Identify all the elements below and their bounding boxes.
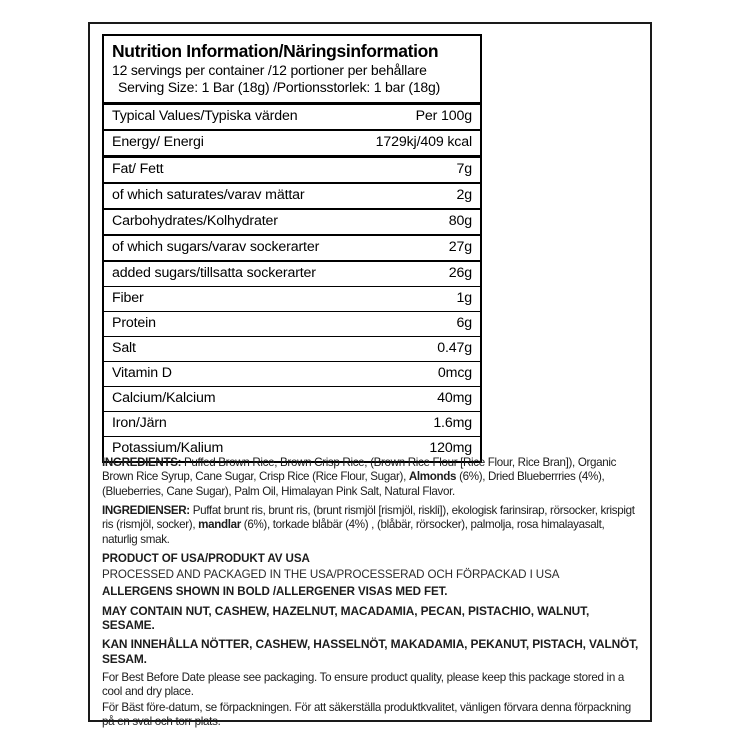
- row-label: Protein: [112, 314, 156, 331]
- row-value: 7g: [456, 160, 472, 177]
- nutrition-label-panel: [88, 22, 652, 729]
- row-value: 80g: [448, 212, 472, 229]
- table-row: [104, 236, 480, 262]
- storage-instructions-english: For Best Before Date please see packaging. To ensure product quality, please keep this package stored in a cool and dry place.: [102, 670, 625, 699]
- servings-per-container: 12 servings per container /12 portioner per behållare: [112, 61, 427, 78]
- row-label: of which saturates/varav mättar: [112, 186, 305, 203]
- column-header-value: Per 100g: [415, 107, 472, 124]
- may-contain-english: MAY CONTAIN NUT, CASHEW, HAZELNUT, MACADAMIA, PECAN, PISTACHIO, WALNUT, SESAME.: [102, 603, 590, 633]
- row-value: 40mg: [437, 389, 472, 406]
- ingredients-english-body-1: Puffed Brown Rice, Brown Crisp Rice, (Brown Rice Flour [Rice Flour, Rice Bran]), Organic Brown Rice Syrup, Cane Sugar, Crisp Rice (Rice Flour, Sugar),: [102, 456, 617, 484]
- ingredients-swedish-heading: INGREDIENSER:: [102, 503, 190, 517]
- row-value: 0mcg: [437, 364, 472, 381]
- column-header-label: Typical Values/Typiska värden: [112, 107, 298, 124]
- table-column-header-row: [104, 105, 480, 131]
- row-value: 0.47g: [437, 339, 472, 356]
- table-row: [104, 387, 480, 412]
- row-label: Carbohydrates/Kolhydrater: [112, 212, 278, 229]
- may-contain-swedish: KAN INNEHÅLLA NÖTTER, CASHEW, HASSELNÖT, MAKADAMIA, PEKANUT, PISTACH, VALNÖT, SESAM.: [102, 637, 639, 666]
- table-row: [104, 312, 480, 337]
- ingredients-english-allergen: Almonds: [408, 470, 457, 484]
- storage-instructions-swedish: För Bäst före-datum, se förpackningen. För att säkerställa produktkvalitet, vänligen förvara denna förpackning på en sval och torr plats.: [102, 700, 631, 729]
- product-origin-statement: PRODUCT OF USA/PRODUKT AV USA: [102, 551, 310, 565]
- row-value: 27g: [448, 238, 472, 255]
- row-label: Potassium/Kalium: [112, 440, 224, 456]
- allergens-bold-notice: ALLERGENS SHOWN IN BOLD /ALLERGENER VISAS MED FET.: [102, 584, 448, 598]
- ingredients-swedish: [102, 504, 642, 547]
- row-label: Energy/ Energi: [112, 133, 204, 150]
- row-label: Fat/ Fett: [112, 160, 164, 177]
- table-row: [104, 131, 480, 158]
- row-label: Salt: [112, 339, 136, 356]
- table-row: [104, 362, 480, 387]
- nutrition-table-header: [104, 36, 480, 105]
- row-label: Iron/Järn: [112, 414, 167, 431]
- row-label: Calcium/Kalcium: [112, 389, 216, 406]
- row-value: 6g: [456, 314, 472, 331]
- serving-size: Serving Size: 1 Bar (18g) /Portionsstorlek: 1 bar (18g): [118, 79, 441, 96]
- row-label: added sugars/tillsatta sockerarter: [112, 264, 316, 281]
- ingredients-english-heading: INGREDIENTS:: [102, 456, 182, 469]
- table-row: [104, 262, 480, 287]
- row-value: 1.6mg: [433, 414, 472, 431]
- ingredients-swedish-allergen: mandlar: [198, 518, 241, 532]
- label-notes-section: [102, 456, 642, 730]
- row-value: 2g: [456, 186, 472, 203]
- row-value: 120mg: [429, 440, 472, 456]
- table-row: [104, 210, 480, 236]
- row-label: Vitamin D: [112, 364, 172, 381]
- row-label: of which sugars/varav sockerarter: [112, 238, 320, 255]
- nutrition-facts-table: [102, 34, 482, 463]
- row-value: 26g: [448, 264, 472, 281]
- row-value: 1g: [456, 289, 472, 306]
- table-row: [104, 287, 480, 312]
- table-row: [104, 158, 480, 184]
- table-row: [104, 412, 480, 437]
- row-value: 1729kj/409 kcal: [375, 133, 472, 150]
- ingredients-swedish-body-1: Puffat brunt ris, brunt ris, (brunt rismjöl [rismjöl, riskli]), ekologisk farinsirap, rörsocker, krispigt ris (rismjöl, socker),: [102, 503, 635, 532]
- ingredients-english: [102, 456, 642, 499]
- row-label: Fiber: [112, 289, 144, 306]
- processed-packaged-statement: PROCESSED AND PACKAGED IN THE USA/PROCESSERAD OCH FÖRPACKAD I USA: [102, 568, 560, 582]
- table-row: [104, 184, 480, 210]
- panel-title: Nutrition Information/Näringsinformation: [112, 41, 439, 61]
- table-row: [104, 337, 480, 362]
- ingredients-swedish-body-2: (6%), torkade blåbär (4%) , (blåbär, rörsocker), palmolja, rosa himalayasalt, naturlig smak.: [102, 518, 605, 546]
- ingredients-english-body-2: (6%), Dried Blueberrries (4%), (Blueberries, Cane Sugar), Palm Oil, Himalayan Pink Salt, Natural Flavor.: [102, 470, 605, 498]
